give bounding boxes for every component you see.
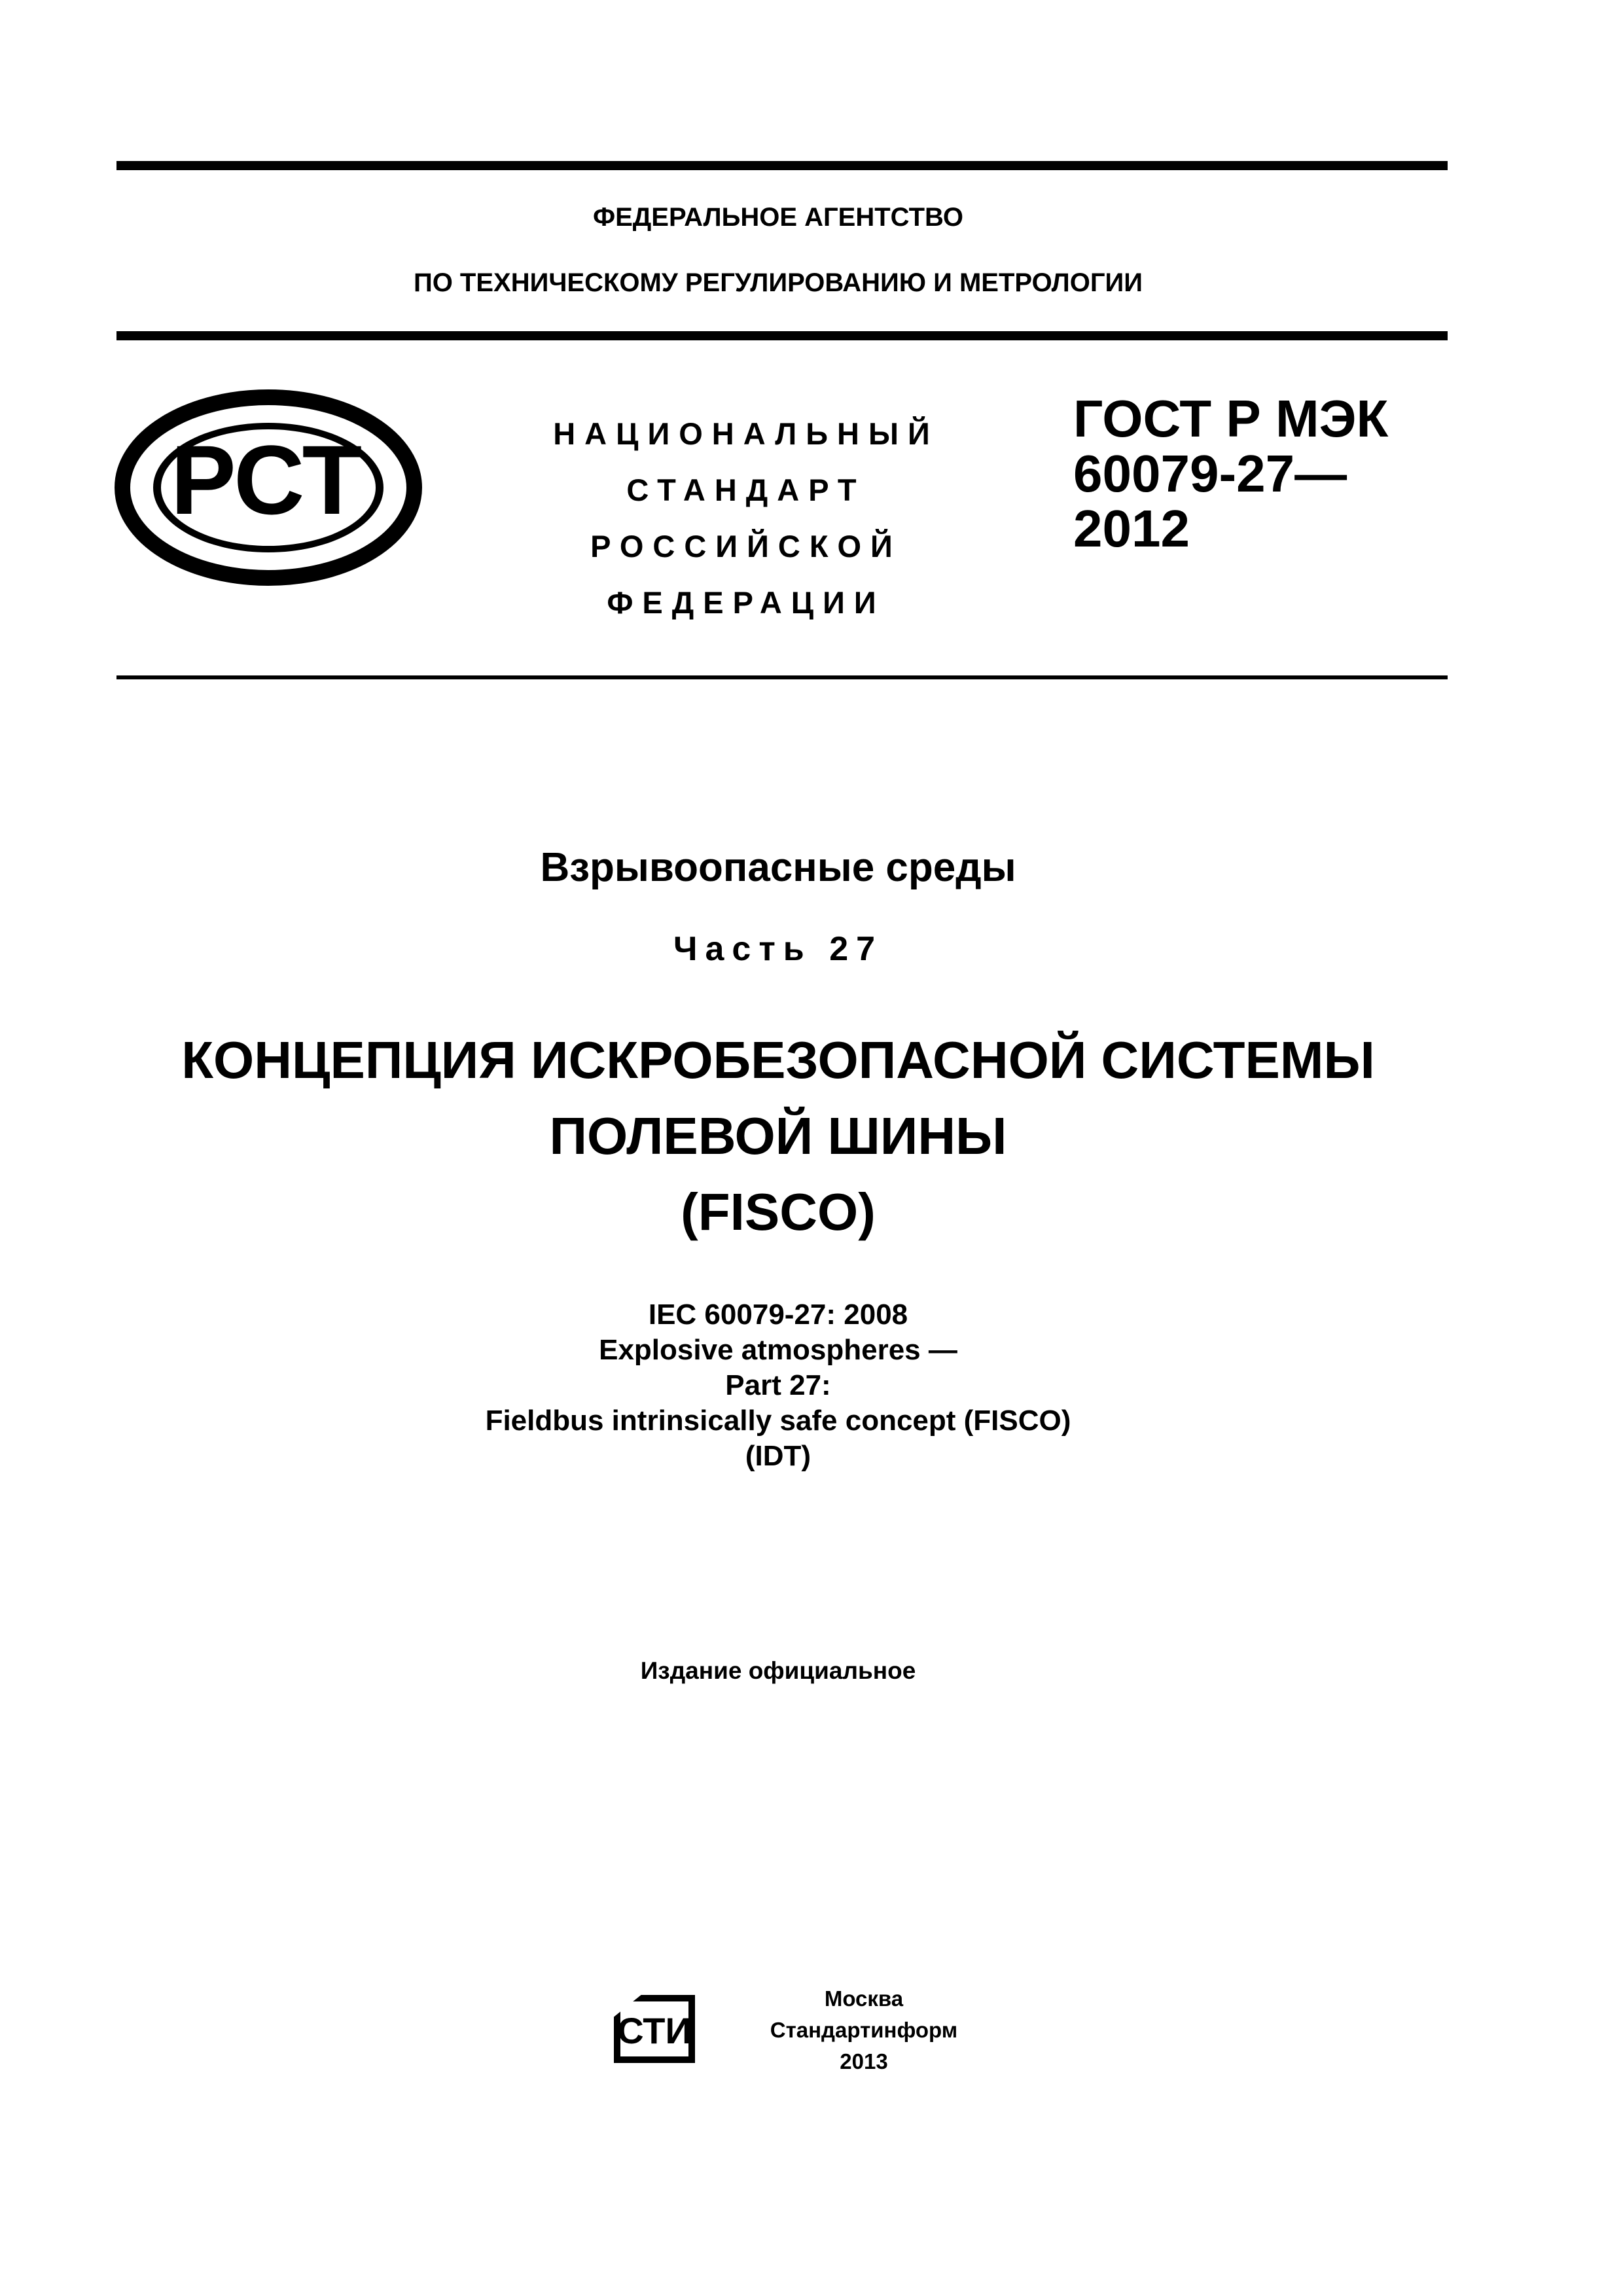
iec-reference: [0, 1297, 1556, 1474]
iec-reference-line: (IDT): [745, 1440, 812, 1472]
agency-name-line-1: ФЕДЕРАЛЬНОЕ АГЕНТСТВО: [592, 203, 964, 232]
publication-year: 2013: [840, 2049, 888, 2073]
designation-line: 60079-27—: [1073, 444, 1347, 503]
publisher-info: [766, 1983, 962, 2077]
svg-text:РСТ: РСТ: [170, 425, 363, 535]
iec-reference-line: Fieldbus intrinsically safe concept (FISCO): [485, 1405, 1071, 1437]
standard-type-line: ФЕДЕРАЦИИ: [607, 585, 885, 620]
iec-reference-line: Part 27:: [725, 1369, 831, 1401]
top-rule: [116, 161, 1448, 170]
agency-name-line-2: ПО ТЕХНИЧЕСКОМУ РЕГУЛИРОВАНИЮ И МЕТРОЛОГИИ: [413, 268, 1143, 297]
header-rule: [116, 331, 1448, 340]
publisher-name: Стандартинформ: [770, 2018, 958, 2042]
main-title-line: ПОЛЕВОЙ ШИНЫ: [549, 1107, 1007, 1165]
document-main-title: [0, 1022, 1556, 1250]
iec-reference-line: Explosive atmospheres —: [599, 1334, 957, 1366]
designation-line: 2012: [1073, 499, 1190, 558]
standartinform-logo-icon: [609, 1988, 700, 2068]
standard-type-line: РОССИЙСКОЙ: [590, 529, 902, 564]
standard-designation: [1073, 391, 1492, 556]
divider-rule: [116, 675, 1448, 679]
publisher-city: Москва: [824, 1986, 904, 2011]
standard-type: [510, 406, 982, 631]
main-title-line: (FISCO): [681, 1183, 876, 1241]
standard-type-line: НАЦИОНАЛЬНЫЙ: [553, 416, 939, 451]
main-title-line: КОНЦЕПЦИЯ ИСКРОБЕЗОПАСНОЙ СИСТЕМЫ: [181, 1031, 1375, 1089]
rst-logo-icon: [115, 389, 422, 586]
document-series-title: Взрывоопасные среды: [540, 845, 1016, 890]
edition-label: Издание официальное: [640, 1657, 916, 1684]
svg-text:СТИ: СТИ: [617, 2010, 692, 2051]
designation-line: ГОСТ Р МЭК: [1073, 389, 1389, 448]
document-part-number: Часть 27: [673, 930, 883, 968]
standard-type-line: СТАНДАРТ: [626, 473, 866, 507]
iec-reference-line: IEC 60079-27: 2008: [648, 1299, 908, 1331]
